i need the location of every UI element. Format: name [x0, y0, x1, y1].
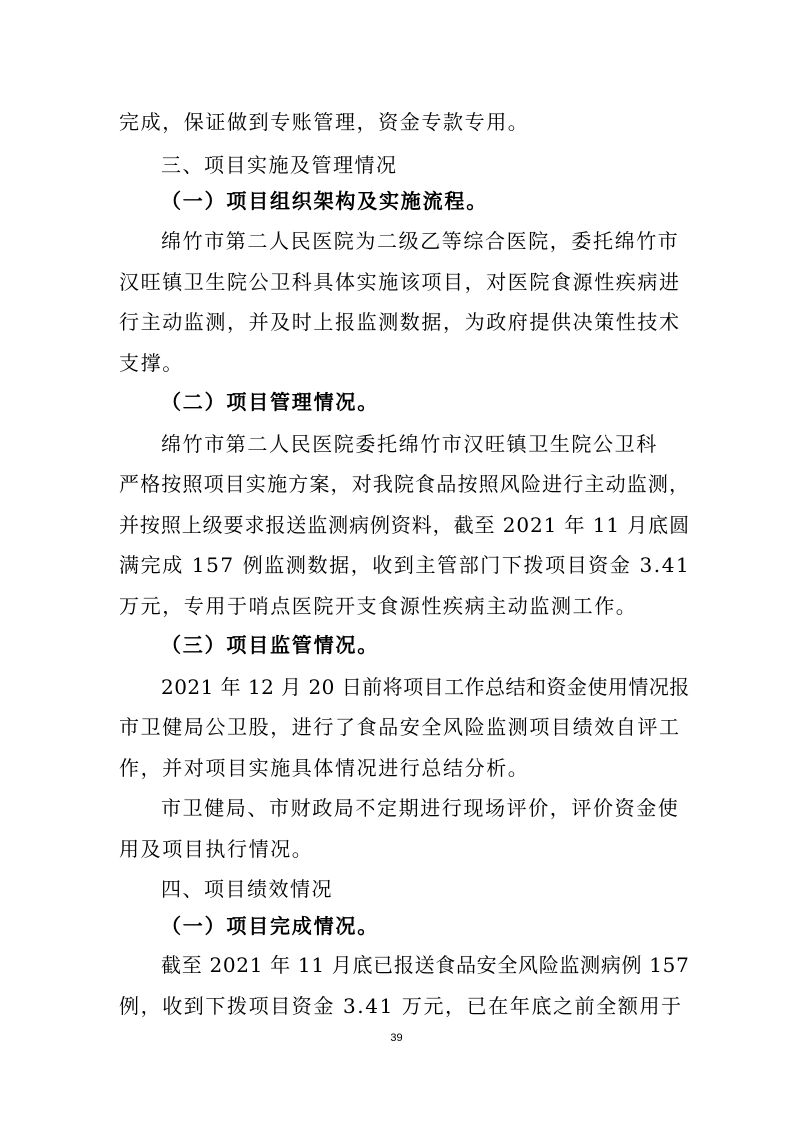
body-text-line: 用及项目执行情况。 — [119, 837, 314, 861]
body-text-line: 完成，保证做到专账管理，资金专款专用。 — [119, 110, 530, 134]
body-text-line: 满完成 157 例监测数据，收到主管部门下拨项目资金 3.41 — [119, 553, 691, 577]
body-text-line: 行主动监测，并及时上报监测数据，为政府提供决策性技术 — [119, 310, 681, 334]
body-text-line: 例，收到下拨项目资金 3.41 万元，已在年底之前全额用于 — [119, 994, 683, 1018]
body-text-line: 截至 2021 年 11 月底已报送食品安全风险监测病例 157 — [161, 953, 690, 977]
body-text-line: 支撑。 — [119, 351, 184, 375]
subsection-heading: （三）项目监管情况。 — [161, 633, 379, 657]
body-text-line: 市卫健局、市财政局不定期进行现场评价，评价资金使 — [161, 796, 680, 820]
body-text-line: 并按照上级要求报送监测病例资料，截至 2021 年 11 月底圆 — [119, 513, 690, 537]
section-heading: 四、项目绩效情况 — [161, 877, 333, 901]
section-heading: 三、项目实施及管理情况 — [161, 153, 398, 177]
body-text-line: 2021 年 12 月 20 日前将项目工作总结和资金使用情况报 — [161, 675, 690, 699]
body-text-line: 严格按照项目实施方案，对我院食品按照风险进行主动监测， — [119, 472, 691, 496]
body-text-line: 作，并对项目实施具体情况进行总结分析。 — [119, 756, 530, 780]
body-text-line: 市卫健局公卫股，进行了食品安全风险监测项目绩效自评工 — [119, 715, 681, 739]
body-text-line: 绵竹市第二人民医院委托绵竹市汉旺镇卫生院公卫科 — [161, 432, 658, 456]
subsection-heading: （二）项目管理情况。 — [161, 390, 379, 414]
subsection-heading: （一）项目完成情况。 — [161, 914, 379, 938]
subsection-heading: （一）项目组织架构及实施流程。 — [161, 189, 488, 213]
body-text-line: 万元，专用于哨点医院开支食源性疾病主动监测工作。 — [119, 594, 638, 618]
body-text-line: 绵竹市第二人民医院为二级乙等综合医院，委托绵竹市 — [161, 229, 680, 253]
page-number: 39 — [390, 1032, 403, 1044]
body-text-line: 汉旺镇卫生院公卫科具体实施该项目，对医院食源性疾病进 — [119, 270, 681, 294]
